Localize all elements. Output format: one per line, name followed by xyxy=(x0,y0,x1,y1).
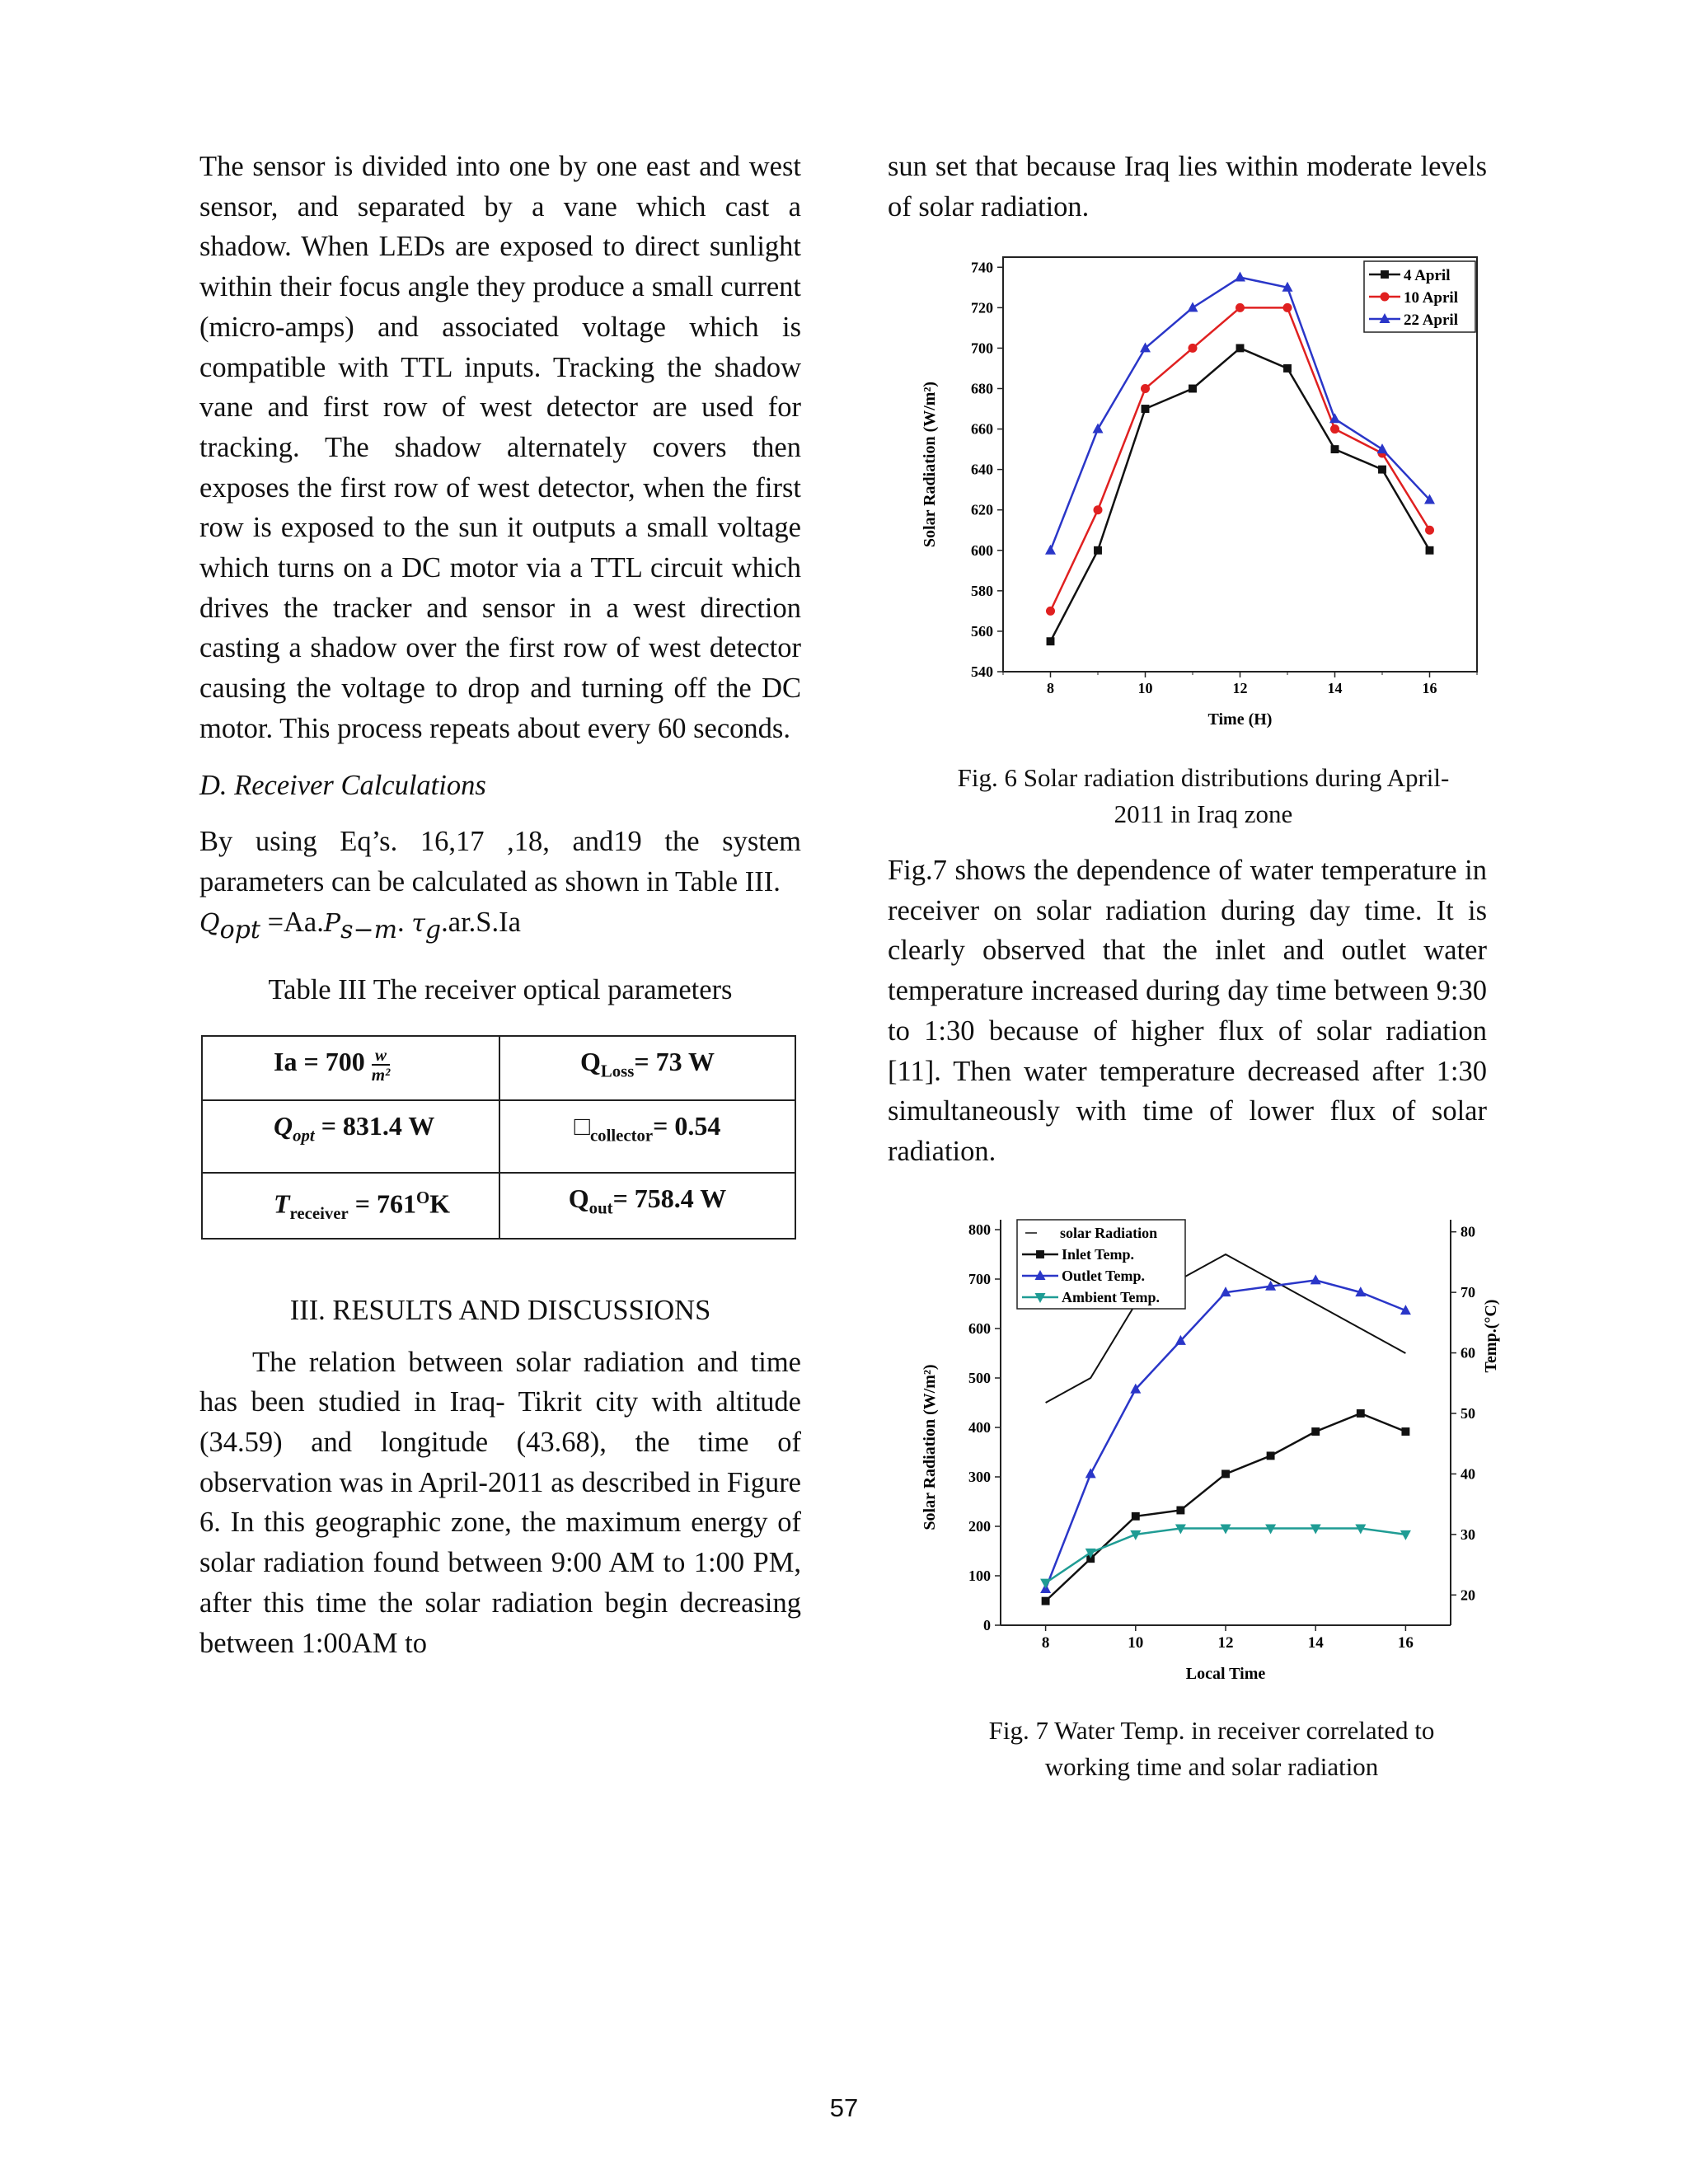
data-point xyxy=(1400,1530,1411,1540)
data-point xyxy=(1283,303,1292,312)
data-point xyxy=(1236,303,1245,312)
y-axis-label: Solar Radiation (W/m²) xyxy=(921,1364,939,1530)
data-point xyxy=(1357,1409,1365,1418)
y-tick-label: 800 xyxy=(968,1221,991,1238)
series-line-2 xyxy=(1051,307,1430,611)
y-tick-label: 100 xyxy=(968,1568,991,1584)
legend-label: Ambient Temp. xyxy=(1062,1289,1160,1305)
receiver-parameters-table xyxy=(201,1035,796,1240)
data-point xyxy=(1042,1597,1050,1605)
y-tick-label: 720 xyxy=(971,299,993,316)
left-column xyxy=(199,147,801,1663)
data-point xyxy=(1311,1274,1321,1284)
x-tick-label: 12 xyxy=(1232,680,1248,696)
paragraph-equations: By using Eq’s. 16,17 ,18, and19 the system parameters can be calculated as shown in Table III. xyxy=(199,826,801,898)
x-axis-label: Local Time xyxy=(1185,1665,1266,1683)
paragraph-sunset: sun set that because Iraq lies within moderate levels of solar radiation. xyxy=(888,151,1487,223)
solar-radiation-chart xyxy=(907,247,1492,742)
data-point xyxy=(1235,272,1245,282)
table-caption: Table III The receiver optical parameters xyxy=(268,974,733,1006)
equation-q-opt: $Q_{opt} =Aa.P_{s-m}$. $\tau_g.ar.S.Ia$ xyxy=(199,906,521,944)
y-right-axis-label: Temp.(°C) xyxy=(1482,1299,1500,1373)
y-tick-label: 740 xyxy=(971,259,993,276)
y-tick-label: 680 xyxy=(971,380,993,397)
legend-label: Inlet Temp. xyxy=(1062,1246,1135,1263)
data-point xyxy=(1094,505,1103,514)
data-point xyxy=(1141,384,1150,393)
right-column-lower xyxy=(888,851,1487,1172)
subsection-heading: D. Receiver Calculations xyxy=(199,769,486,801)
water-temperature-chart xyxy=(907,1205,1500,1699)
table-cell-ia: Ia = 700 $\frac{w}{\text{m²}}$ xyxy=(202,1036,499,1100)
data-point xyxy=(1311,1427,1320,1436)
series-line-4 xyxy=(1046,1529,1406,1583)
legend-label: 10 April xyxy=(1404,289,1458,307)
data-point xyxy=(1040,1579,1051,1589)
y-right-tick-label: 50 xyxy=(1461,1404,1475,1422)
table-cell-collector: $□_{collector}= 0.54$ xyxy=(499,1100,795,1173)
legend-label: Outlet Temp. xyxy=(1062,1268,1146,1284)
legend-marker xyxy=(1036,1250,1044,1258)
data-point xyxy=(1047,637,1055,645)
x-tick-label: 14 xyxy=(1327,680,1343,696)
y-right-tick-label: 80 xyxy=(1461,1223,1475,1240)
paragraph-results: The relation between solar radiation and time has been studied in Iraq- Tikrit city with altitude (34.59) and longitude (43.68), the time of observation was in April-2011 as described in Figure 6. In this geographic zone, the maximum energy of solar radiation found between 9:00 AM to 1:00 PM, after this time the solar radiation begin decreasing between 1:00AM to xyxy=(199,1346,801,1659)
data-point xyxy=(1189,344,1198,353)
y-tick-label: 700 xyxy=(968,1271,991,1287)
data-point xyxy=(1283,364,1292,373)
page-number: 57 xyxy=(829,2093,859,2122)
table-row xyxy=(202,1100,795,1173)
x-tick-label: 8 xyxy=(1041,1634,1050,1652)
y-tick-label: 540 xyxy=(971,663,993,680)
x-tick-label: 12 xyxy=(1217,1634,1234,1652)
y-right-tick-label: 40 xyxy=(1461,1465,1475,1483)
data-point xyxy=(1093,424,1104,434)
figure-6-caption: Fig. 6 Solar radiation distributions during April- 2011 in Iraq zone xyxy=(957,763,1450,828)
data-point xyxy=(1132,1512,1140,1521)
data-point xyxy=(1377,443,1388,453)
y-right-tick-label: 60 xyxy=(1461,1344,1475,1361)
y-right-tick-label: 70 xyxy=(1461,1284,1475,1301)
data-point xyxy=(1142,405,1150,413)
y-tick-label: 300 xyxy=(968,1469,991,1485)
y-tick-label: 200 xyxy=(968,1518,991,1535)
x-tick-label: 16 xyxy=(1422,680,1437,696)
data-point xyxy=(1221,1469,1230,1478)
table-row xyxy=(202,1036,795,1100)
table-row xyxy=(202,1173,795,1239)
data-point xyxy=(1188,302,1198,312)
data-point xyxy=(1378,466,1386,474)
data-point xyxy=(1046,607,1055,616)
series-line-2 xyxy=(1046,1413,1406,1601)
table-cell-qopt: $Q_{opt} = 831.4$ W xyxy=(202,1100,499,1173)
right-column xyxy=(888,147,1487,227)
series-line-3 xyxy=(1046,1280,1406,1589)
x-tick-label: 10 xyxy=(1137,680,1153,696)
table-cell-qout: $Q_{out}= 758.4$ W xyxy=(499,1173,795,1239)
x-axis-label: Time (H) xyxy=(1207,710,1273,729)
y-tick-label: 0 xyxy=(983,1617,991,1633)
data-point xyxy=(1094,546,1102,555)
x-tick-label: 8 xyxy=(1047,680,1054,696)
y-tick-label: 500 xyxy=(968,1370,991,1386)
y-tick-label: 620 xyxy=(971,501,993,518)
data-point xyxy=(1085,1468,1096,1478)
y-tick-label: 700 xyxy=(971,340,993,357)
x-tick-label: 14 xyxy=(1307,1634,1324,1652)
y-tick-label: 600 xyxy=(968,1320,991,1337)
data-point xyxy=(1425,526,1434,535)
x-tick-label: 10 xyxy=(1128,1634,1144,1652)
x-tick-label: 16 xyxy=(1397,1634,1414,1652)
data-point xyxy=(1045,545,1056,555)
table-cell-qloss: $Q_{Loss}= 73$ W xyxy=(499,1036,795,1100)
legend-label: solar Radiation xyxy=(1060,1225,1158,1241)
series-line-1 xyxy=(1051,348,1430,641)
data-point xyxy=(1236,344,1245,352)
figure-7-caption: Fig. 7 Water Temp. in receiver correlated to working time and solar radiation xyxy=(988,1716,1435,1781)
legend-label: 22 April xyxy=(1404,312,1458,329)
figure-6-chart xyxy=(907,247,1492,746)
y-tick-label: 400 xyxy=(968,1419,991,1436)
legend-marker xyxy=(1381,293,1390,302)
data-point xyxy=(1330,424,1339,434)
y-tick-label: 600 xyxy=(971,541,993,559)
data-point xyxy=(1176,1507,1184,1515)
figure-7-chart xyxy=(907,1205,1500,1704)
legend-marker xyxy=(1381,270,1389,279)
y-tick-label: 640 xyxy=(971,461,993,478)
paragraph-fig7: Fig.7 shows the dependence of water temperature in receiver on solar radiation during day time. It is clearly observed that the inlet and outlet water temperature increased during day time between 9:30 to 1:30 because of higher flux of solar radiation [11]. Then water temperature decreased after 1:30 simultaneously with time of lower flux of solar radiation. xyxy=(888,855,1487,1167)
y-right-tick-label: 20 xyxy=(1461,1586,1475,1604)
y-right-tick-label: 30 xyxy=(1461,1526,1475,1543)
data-point xyxy=(1331,445,1339,453)
data-point xyxy=(1267,1451,1275,1460)
data-point xyxy=(1426,546,1434,555)
y-tick-label: 560 xyxy=(971,622,993,640)
y-tick-label: 660 xyxy=(971,420,993,438)
y-tick-label: 580 xyxy=(971,582,993,599)
fraction-w-m2: $\frac{w}{\text{m²}}$ xyxy=(371,1044,391,1085)
data-point xyxy=(1401,1427,1409,1436)
table-cell-treceiver: $T_{receiver} = 761^OK$ xyxy=(202,1173,499,1239)
legend-label: 4 April xyxy=(1404,267,1451,284)
section-heading: III. RESULTS AND DISCUSSIONS xyxy=(289,1294,711,1326)
y-axis-label: Solar Radiation (W/m²) xyxy=(921,381,939,548)
paragraph-sensor: The sensor is divided into one by one east and west sensor, and separated by a vane which cast a shadow. When LEDs are exposed to direct sunlight within their focus angle they produce a small current (micro-amps) and associated voltage which is compatible with TTL inputs. Tracking the shadow vane and first row of west detector are used for tracking. The shadow alternately covers then exposes the first row of west detector, when the first row is exposed to the sun it outputs a small voltage which turns on a DC motor via a TTL circuit which drives the tracker and sensor in a west direction casting a shadow over the first row of west detector causing the voltage to drop and turning off the DC motor. This process repeats about every 60 seconds. xyxy=(199,151,801,744)
data-point xyxy=(1189,385,1197,393)
